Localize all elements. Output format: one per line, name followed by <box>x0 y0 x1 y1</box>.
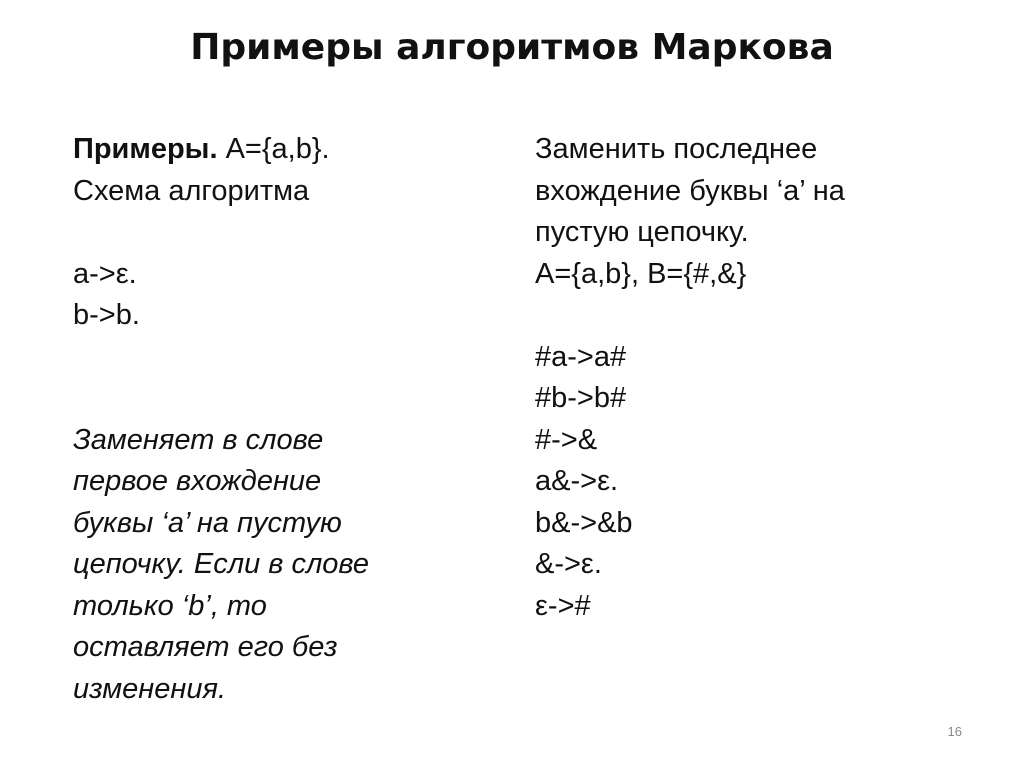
task-line: Заменить последнее <box>535 133 818 165</box>
rule-line: #a->a# <box>535 340 627 373</box>
description-line: первое вхождение <box>73 465 322 497</box>
right-column <box>535 129 995 627</box>
description-line: оставляет его без <box>73 631 338 663</box>
scheme-label: Схема алгоритма <box>73 174 310 207</box>
rule-line: ε-># <box>535 589 591 622</box>
rule-line: #b->b# <box>535 382 627 414</box>
page-number: 16 <box>947 724 962 739</box>
description-line: только ‘b’, то <box>73 589 267 622</box>
description-line: Заменяет в слове <box>73 423 324 456</box>
description-line: цепочку. Если в слове <box>73 548 370 580</box>
description-line: изменения. <box>73 672 227 705</box>
slide-title: Примеры алгоритмов Маркова <box>190 27 834 68</box>
examples-label: Примеры. <box>73 133 218 165</box>
description-line: буквы ‘a’ на пустую <box>73 506 342 539</box>
spacer <box>73 212 493 254</box>
rule-line: #->& <box>535 423 598 456</box>
spacer <box>73 337 493 420</box>
examples-heading <box>73 129 493 171</box>
task-line: вхождение буквы ‘a’ на <box>535 174 845 207</box>
spacer <box>535 295 995 337</box>
rule-line: b&->&b <box>535 506 633 539</box>
rule-line: a->ε. <box>73 257 137 290</box>
rule-line: b->b. <box>73 299 140 331</box>
rule-line: a&->ε. <box>535 465 619 497</box>
task-line: пустую цепочку. <box>535 216 749 248</box>
alphabets-definition: A={a,b}, B={#,&} <box>535 257 747 290</box>
alphabet-definition: A={a,b}. <box>217 133 330 165</box>
rule-line: &->ε. <box>535 548 602 580</box>
left-column <box>73 129 493 710</box>
